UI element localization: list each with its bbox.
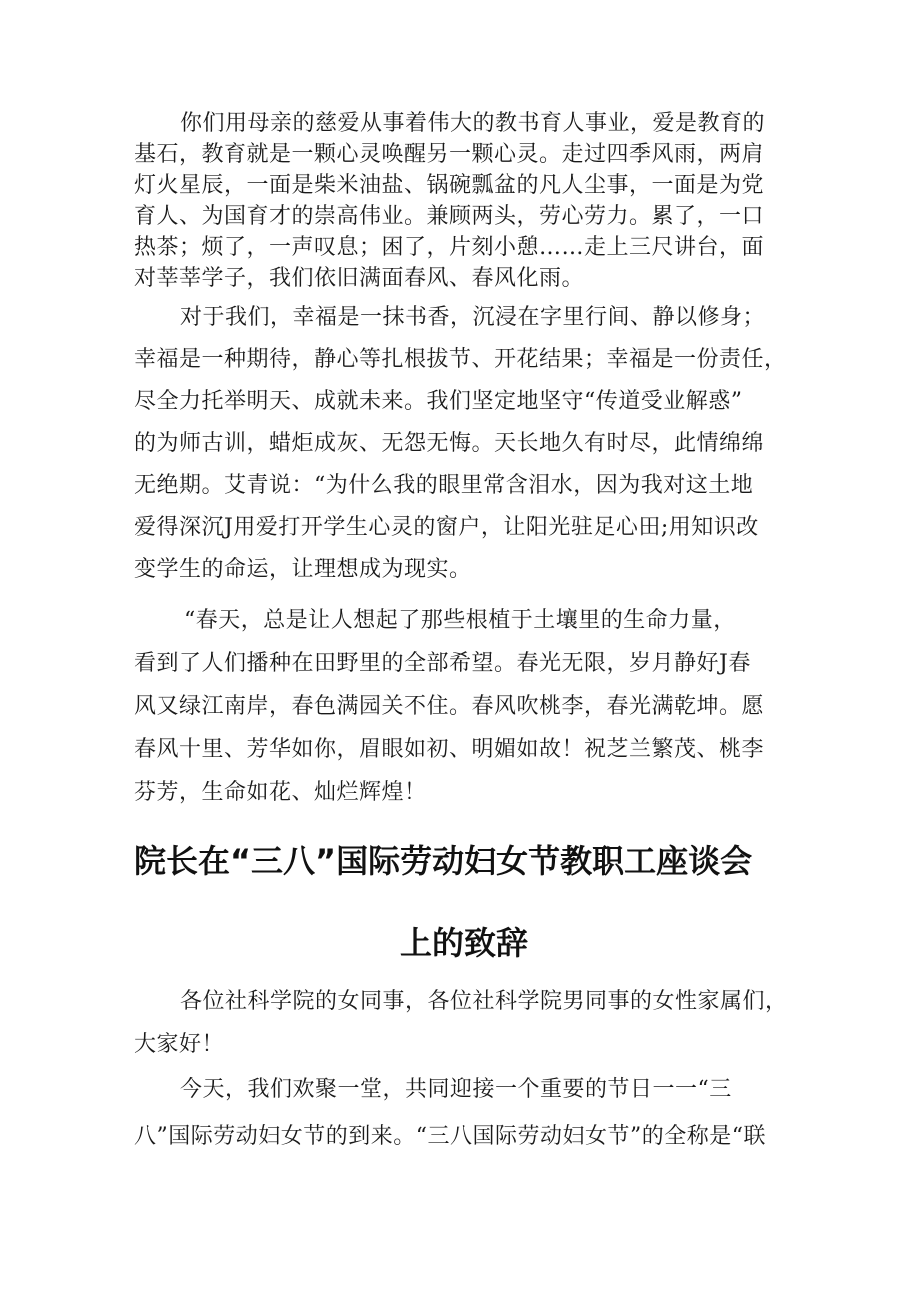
- text-line: 对于我们，幸福是一抹书香，沉浸在字里行间、静以修身；: [180, 305, 766, 330]
- speech-title-line-2: 上的致辞: [399, 924, 528, 962]
- text-line: 变学生的命运，让理想成为现实。: [134, 557, 472, 582]
- text-line: 各位社科学院的女同事，各位社科学院男同事的女性家属们，: [180, 989, 788, 1014]
- paragraph-happiness: [134, 297, 794, 591]
- text-line: 八”国际劳动妇女节的到来。“三八国际劳动妇女节”的全称是“联: [134, 1124, 766, 1149]
- text-line: 基石，教育就是一颗心灵唤醒另一颗心灵。走过四季风雨，两肩: [134, 142, 765, 167]
- text-line: 你们用母亲的慈爱从事着伟大的教书育人事业，爱是教育的: [180, 111, 766, 136]
- text-line: 灯火星辰，一面是柴米油盐、锅碗瓢盆的凡人尘事，一面是为党: [134, 173, 765, 198]
- text-line: 幸福是一种期待，静心等扎根拔节、开花结果；幸福是一份责任，: [134, 347, 787, 372]
- paragraph-mothers-love: [134, 108, 794, 294]
- speech-title-line-1: 院长在“三八”国际劳动妇女节教职工座谈会: [134, 842, 753, 880]
- text-line: 无绝期。艾青说：“为什么我的眼里常含泪水，因为我对这土地: [134, 473, 754, 498]
- paragraph-gathering: [134, 1066, 794, 1160]
- text-line: 的为师古训，蜡炬成灰、无怨无悔。天长地久有时尽，此情绵绵: [134, 431, 765, 456]
- paragraph-spring: [134, 599, 794, 814]
- text-line: 芬芳，生命如花、灿烂辉煌！: [134, 780, 427, 805]
- text-line: 对莘莘学子，我们依旧满面春风、春风化雨。: [134, 266, 585, 291]
- text-line: 尽全力托举明天、成就未来。我们坚定地坚守“传道受业解惑”: [134, 389, 743, 414]
- paragraph-greeting: [134, 980, 794, 1066]
- text-line: 热茶；烦了，一声叹息；困了，片刻小憩……走上三尺讲台，面: [134, 235, 765, 260]
- text-line: 看到了人们播种在田野里的全部希望。春光无限，岁月静好J春: [134, 651, 751, 676]
- text-line: “春天，总是让人想起了那些根植于土壤里的生命力量，: [184, 608, 736, 633]
- text-line: 育人、为国育才的崇高伟业。兼顾两头，劳心劳力。累了，一口: [134, 204, 765, 229]
- text-line: 今天，我们欢聚一堂，共同迎接一个重要的节日一一“三: [180, 1077, 732, 1102]
- text-line: 风又绿江南岸，春色满园关不住。春风吹桃李，春光满乾坤。愿: [134, 694, 765, 719]
- text-line: 春风十里、芳华如你，眉眼如初、明媚如故！祝芝兰繁茂、桃李: [134, 737, 765, 762]
- text-line: 爱得深沉J用爱打开学生心灵的窗户，让阳光驻足心田;用知识改: [134, 515, 759, 540]
- text-line: 大家好！: [134, 1032, 225, 1057]
